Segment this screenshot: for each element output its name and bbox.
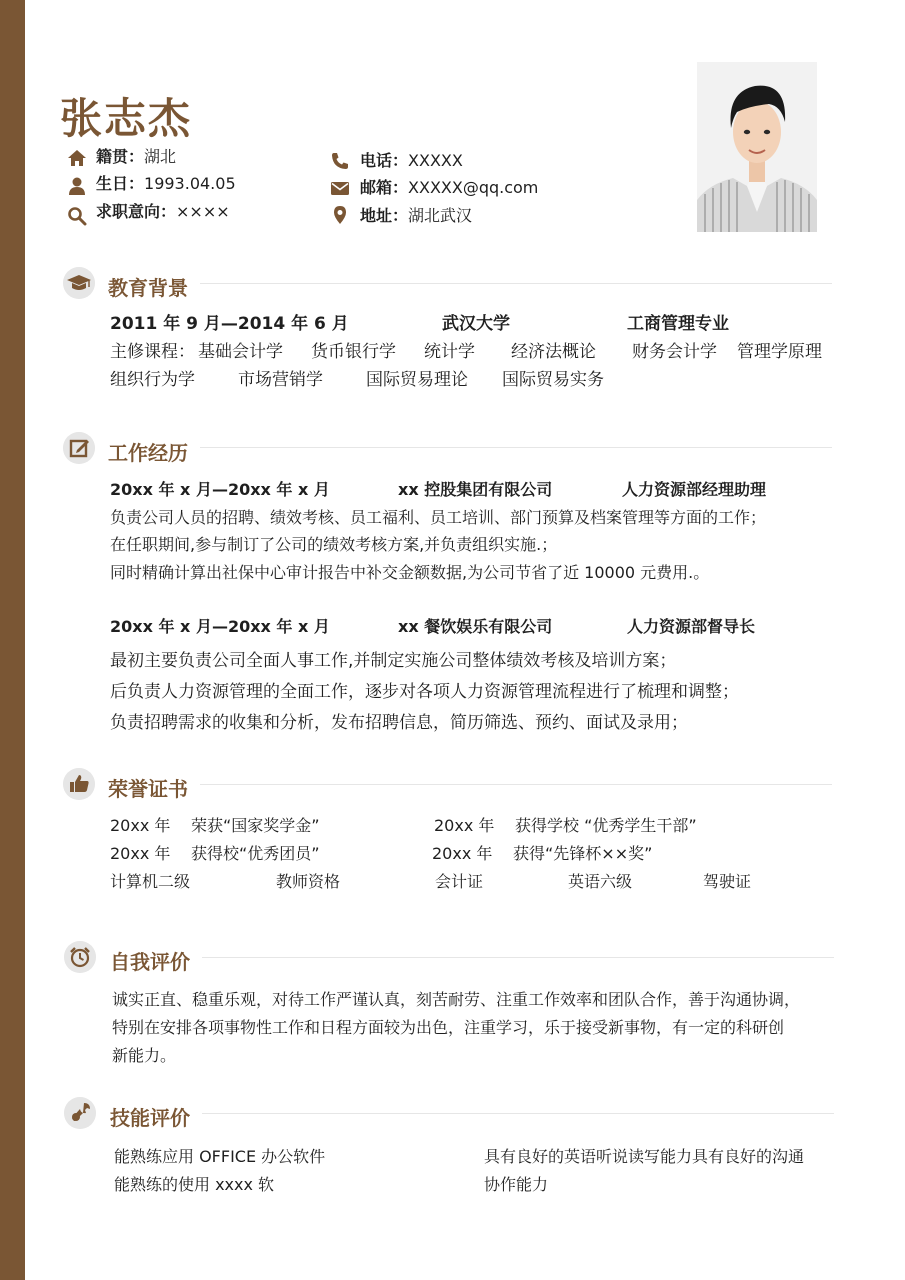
search-icon <box>67 206 87 226</box>
course-item: 经济法概论 <box>511 342 596 362</box>
work-title: 人力资源部经理助理 <box>622 480 767 499</box>
courses-label: 主修课程： <box>110 342 195 362</box>
info-label: 生日： <box>96 174 145 193</box>
info-hometown <box>96 147 176 167</box>
info-label: 地址： <box>360 206 409 225</box>
certificate-item: 教师资格 <box>276 872 341 891</box>
self-eval-line: 诚实正直、稳重乐观，对待工作严谨认真，刻苦耐劳、注重工作效率和团队合作，善于沟通协调， <box>112 990 801 1009</box>
course-item: 统计学 <box>424 342 475 362</box>
info-value: 湖北 <box>144 147 177 166</box>
work-company: xx 控股集团有限公司 <box>398 480 553 499</box>
course-item: 市场营销学 <box>238 370 323 390</box>
honor-year: 20xx 年 <box>110 816 171 835</box>
course-item: 货币银行学 <box>311 342 396 362</box>
location-icon <box>330 205 350 225</box>
work-duty-line: 负责招聘需求的收集和分析，发布招聘信息，简历筛选、预约、面试及录用； <box>110 713 688 733</box>
work-duty-line: 最初主要负责公司全面人事工作,并制定实施公司整体绩效考核及培训方案； <box>110 651 677 671</box>
education-period: 2011 年 9 月—2014 年 6 月 <box>110 314 349 334</box>
phone-icon <box>330 151 350 171</box>
info-job-intention <box>96 202 230 222</box>
section-divider <box>202 1113 834 1114</box>
certificate-item: 计算机二级 <box>110 872 191 891</box>
education-school: 武汉大学 <box>442 314 510 334</box>
alarm-clock-icon <box>64 941 96 973</box>
course-item: 管理学原理 <box>737 342 822 362</box>
honor-text: 获得校“优秀团员” <box>191 844 320 863</box>
course-item: 国际贸易理论 <box>366 370 468 390</box>
section-divider <box>200 283 832 284</box>
certificate-item: 英语六级 <box>568 872 633 891</box>
info-birthday <box>96 174 236 194</box>
self-eval-line: 新能力。 <box>112 1046 177 1065</box>
info-value: ×××× <box>176 202 230 221</box>
course-item: 组织行为学 <box>110 370 195 390</box>
section-divider <box>200 784 832 785</box>
user-icon <box>67 176 87 196</box>
self-eval-line: 特别在安排各项事物性工作和日程方面较为出色，注重学习，乐于接受新事物，有一定的科研创 <box>112 1018 785 1037</box>
honor-year: 20xx 年 <box>432 844 493 863</box>
work-duty-line: 负责公司人员的招聘、绩效考核、员工福利、员工培训、部门预算及档案管理等方面的工作； <box>110 508 767 527</box>
course-item: 财务会计学 <box>632 342 717 362</box>
info-label: 籍贯： <box>96 147 145 166</box>
course-item: 国际贸易实务 <box>502 370 604 390</box>
skill-item: 能熟练的使用 xxxx 软 <box>114 1175 275 1194</box>
skill-item: 具有良好的英语听说读写能力具有良好的沟通 <box>484 1147 805 1166</box>
honor-year: 20xx 年 <box>434 816 495 835</box>
work-period: 20xx 年 x 月—20xx 年 x 月 <box>110 480 330 499</box>
skill-item: 协作能力 <box>484 1175 549 1194</box>
certificate-item: 会计证 <box>435 872 484 891</box>
certificate-item: 驾驶证 <box>703 872 752 891</box>
info-label: 邮箱： <box>360 178 409 197</box>
section-title-self-evaluation: 自我评价 <box>110 950 190 974</box>
skill-item: 能熟练应用 OFFICE 办公软件 <box>114 1147 326 1166</box>
section-divider <box>200 447 832 448</box>
section-title-education: 教育背景 <box>108 276 188 300</box>
work-period: 20xx 年 x 月—20xx 年 x 月 <box>110 617 330 636</box>
profile-photo <box>697 62 817 232</box>
section-title-honors: 荣誉证书 <box>108 777 188 801</box>
info-label: 电话： <box>360 151 409 170</box>
info-label: 求职意向： <box>96 202 177 221</box>
work-duty-line: 同时精确计算出社保中心审计报告中补交金额数据,为公司节省了近 10000 元费用.。 <box>110 563 710 582</box>
wrench-icon <box>64 1097 96 1129</box>
honor-text: 获得“先锋杯××奖” <box>513 844 653 863</box>
edit-icon <box>63 432 95 464</box>
work-duty-line: 在任职期间,参与制订了公司的绩效考核方案,并负责组织实施.； <box>110 535 558 554</box>
info-value: XXXXX <box>408 151 463 170</box>
honor-text: 荣获“国家奖学金” <box>191 816 320 835</box>
section-title-work: 工作经历 <box>108 441 188 465</box>
info-address <box>360 206 472 226</box>
candidate-name: 张志杰 <box>60 94 193 143</box>
section-divider <box>202 957 834 958</box>
thumbs-up-icon <box>63 768 95 800</box>
graduation-cap-icon <box>63 267 95 299</box>
honor-text: 获得学校 “优秀学生干部” <box>515 816 697 835</box>
course-item: 基础会计学 <box>198 342 283 362</box>
info-email <box>360 178 538 198</box>
work-company: xx 餐饮娱乐有限公司 <box>398 617 553 636</box>
work-duty-line: 后负责人力资源管理的全面工作，逐步对各项人力资源管理流程进行了梳理和调整； <box>110 682 739 702</box>
home-icon <box>67 148 87 168</box>
info-phone <box>360 151 463 171</box>
side-accent-bar <box>0 0 25 1280</box>
honor-year: 20xx 年 <box>110 844 171 863</box>
info-value: 1993.04.05 <box>144 174 236 193</box>
info-value: 湖北武汉 <box>408 206 473 225</box>
mail-icon <box>330 178 350 198</box>
info-value: XXXXX@qq.com <box>408 178 539 197</box>
work-title: 人力资源部督导长 <box>627 617 756 636</box>
education-major: 工商管理专业 <box>627 314 729 334</box>
section-title-skills: 技能评价 <box>110 1106 190 1130</box>
